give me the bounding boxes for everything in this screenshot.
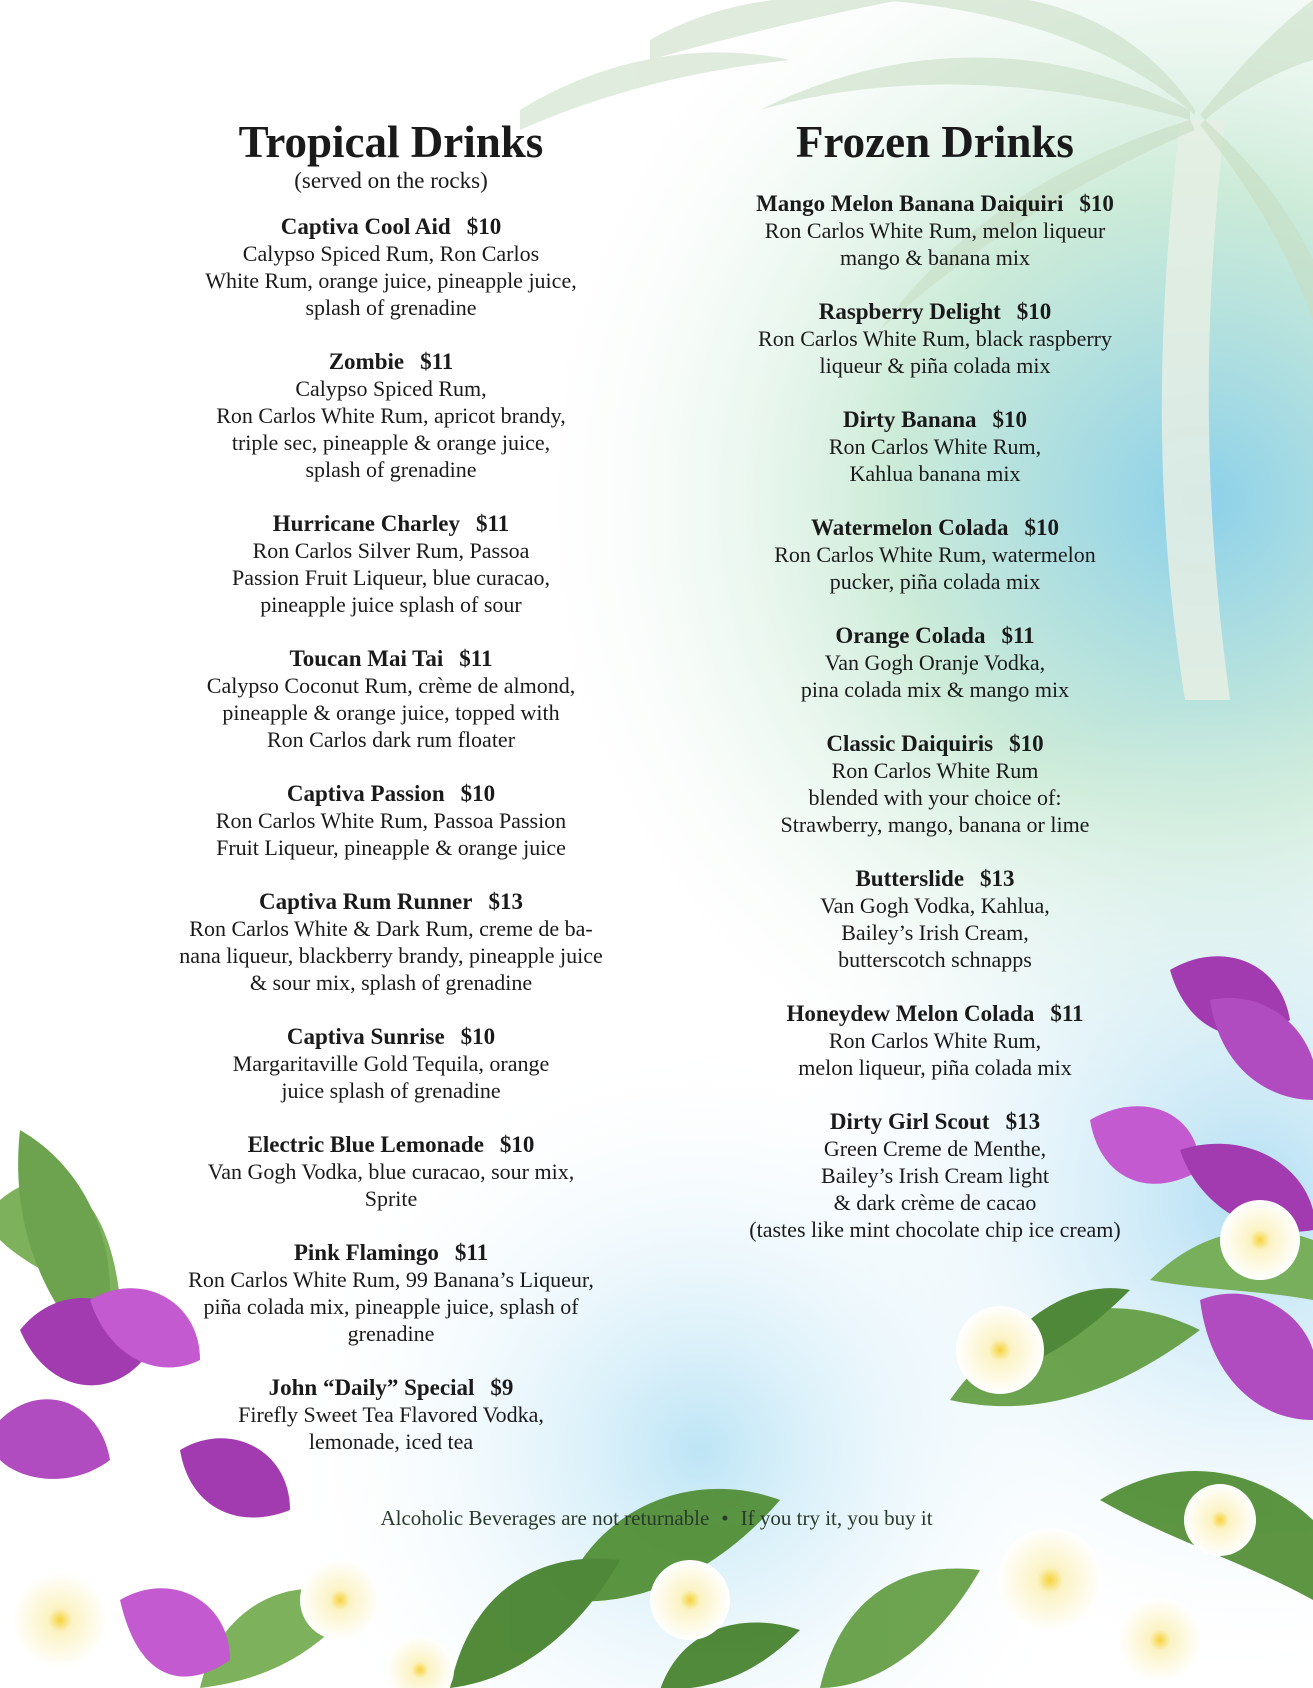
menu-item [690,865,1180,973]
menu-item-description: Green Creme de Menthe, Bailey’s Irish Cream light & dark crème de cacao (tastes like mint chocolate chip ice cream) [749,1135,1121,1242]
menu-item-header [690,622,1180,649]
menu-item-name: Captiva Passion [286,780,445,806]
menu-item-description: Calypso Spiced Rum, Ron Carlos White Rum, apricot brandy, triple sec, pineapple & orange juice, splash of grenadine [216,375,566,482]
menu-item-header [690,406,1180,433]
menu-item-description: Calypso Spiced Rum, Ron Carlos White Rum, orange juice, pineapple juice, splash of grenadine [205,240,577,320]
frozen-drinks-heading: Frozen Drinks [796,117,1074,167]
menu-item-description: Ron Carlos White Rum, black raspberry liqueur & piña colada mix [758,325,1112,378]
menu-item-description: Ron Carlos White Rum, Kahlua banana mix [828,433,1042,486]
menu-item-name: Electric Blue Lemonade [247,1131,484,1157]
menu-item [690,730,1180,838]
menu-item-name: Captiva Sunrise [286,1023,445,1049]
menu-item-name: Captiva Cool Aid [280,213,451,239]
menu-item [690,1108,1180,1243]
menu-item [131,510,651,618]
menu-item [690,406,1180,487]
menu-item-header [690,1000,1180,1027]
footer-right-text: If you try it, you buy it [740,1506,933,1530]
menu-item-price: $13 [980,865,1015,891]
menu-item-description: Ron Carlos White Rum, melon liqueur mango & banana mix [764,217,1106,270]
menu-item [690,298,1180,379]
menu-item [131,213,651,321]
menu-item-name: Butterslide [855,865,965,891]
menu-item-price: $11 [420,348,454,374]
footer-note [0,1506,1313,1531]
menu-item-name: Watermelon Colada [811,514,1009,540]
menu-item-name: Hurricane Charley [272,510,460,536]
menu-item-header [690,190,1180,217]
menu-item-header [131,645,651,672]
menu-item-description: Margaritaville Gold Tequila, orange juice splash of grenadine [232,1050,550,1103]
footer-left-text: Alcoholic Beverages are not returnable [380,1506,710,1530]
menu-item-price: $11 [1001,622,1035,648]
tropical-drinks-list [131,213,651,1455]
menu-item-name: Dirty Girl Scout [829,1108,990,1134]
menu-item-header [690,514,1180,541]
menu-item [690,190,1180,271]
menu-item-header [131,510,651,537]
menu-item [690,514,1180,595]
menu-item-price: $11 [1050,1000,1084,1026]
menu-item [131,348,651,483]
menu-item-price: $11 [454,1239,489,1265]
menu-item-price: $10 [1079,190,1114,216]
menu-item-price: $10 [460,1023,496,1049]
menu-item-header [131,1131,651,1158]
menu-item-description: Van Gogh Oranje Vodka, pina colada mix & mango mix [800,649,1070,702]
menu-item-name: Orange Colada [835,622,986,648]
frozen-drinks-list [690,190,1180,1243]
menu-item-header [131,348,651,375]
menu-item-description: Van Gogh Vodka, blue curacao, sour mix, Sprite [207,1158,575,1211]
menu-item-header [690,1108,1180,1135]
menu-item-description: Ron Carlos White Rum blended with your choice of: Strawberry, mango, banana or lime [780,757,1090,837]
menu-item-price: $13 [488,888,523,914]
menu-item-description: Calypso Coconut Rum, crème de almond, pineapple & orange juice, topped with Ron Carlos dark rum floater [206,672,576,752]
menu-item-description: Ron Carlos White Rum, melon liqueur, piña colada mix [798,1027,1072,1080]
menu-item-header [690,730,1180,757]
menu-item-header [131,888,651,915]
menu-item-price: $9 [490,1374,514,1400]
menu-item-description: Ron Carlos White & Dark Rum, creme de ba- nana liqueur, blackberry brandy, pineapple juice & sour mix, splash of grenadine [179,915,603,995]
menu-item-name: Captiva Rum Runner [259,888,473,914]
menu-item [131,645,651,753]
menu-item-description: Ron Carlos White Rum, Passoa Passion Fruit Liqueur, pineapple & orange juice [215,807,567,860]
menu-item-price: $11 [459,645,493,671]
menu-item-price: $10 [992,406,1028,432]
menu-item-description: Firefly Sweet Tea Flavored Vodka, lemonade, iced tea [238,1401,544,1454]
menu-item-name: Honeydew Melon Colada [786,1000,1035,1026]
menu-item-header [690,298,1180,325]
menu-item-description: Ron Carlos Silver Rum, Passoa Passion Fruit Liqueur, blue curacao, pineapple juice splash of sour [231,537,551,617]
menu-item [131,888,651,996]
menu-item-price: $10 [1009,730,1044,756]
menu-item-price: $11 [475,510,510,536]
menu-item [690,1000,1180,1081]
menu-item-price: $10 [499,1131,535,1157]
menu-item-name: Toucan Mai Tai [289,645,444,671]
menu-item-name: Classic Daiquiris [826,730,994,756]
menu-item-description: Van Gogh Vodka, Kahlua, Bailey’s Irish Cream, butterscotch schnapps [820,892,1050,972]
menu-item-price: $10 [1024,514,1059,540]
menu-item-name: Raspberry Delight [818,298,1001,324]
menu-item-price: $10 [466,213,502,239]
menu-item-header [131,780,651,807]
menu-item-header [131,1239,651,1266]
menu-item [131,1023,651,1104]
menu-item [131,1374,651,1455]
menu-item-price: $10 [460,780,496,806]
menu-item-header [690,865,1180,892]
tropical-drinks-section [131,118,651,1482]
menu-item-header [131,1023,651,1050]
footer-separator: • [721,1506,729,1530]
menu-item-name: Mango Melon Banana Daiquiri [756,190,1064,216]
menu-item [131,780,651,861]
menu-item [690,622,1180,703]
menu-item-description: Ron Carlos White Rum, 99 Banana’s Liqueur, piña colada mix, pineapple juice, splash of grenadine [188,1266,594,1346]
menu-item-name: Pink Flamingo [293,1239,439,1265]
menu-item [131,1239,651,1347]
frozen-drinks-section [690,118,1180,1270]
menu-item-name: Zombie [328,348,405,374]
menu-item-name: Dirty Banana [842,406,977,432]
menu-item-header [131,1374,651,1401]
tropical-drinks-subheading: (served on the rocks) [294,167,488,193]
menu-item-header [131,213,651,240]
menu-item-price: $10 [1016,298,1052,324]
menu-item [131,1131,651,1212]
menu-item-name: John “Daily” Special [268,1374,475,1400]
menu-item-price: $13 [1005,1108,1041,1134]
menu-item-description: Ron Carlos White Rum, watermelon pucker, piña colada mix [774,541,1096,594]
tropical-drinks-heading: Tropical Drinks [238,117,544,167]
